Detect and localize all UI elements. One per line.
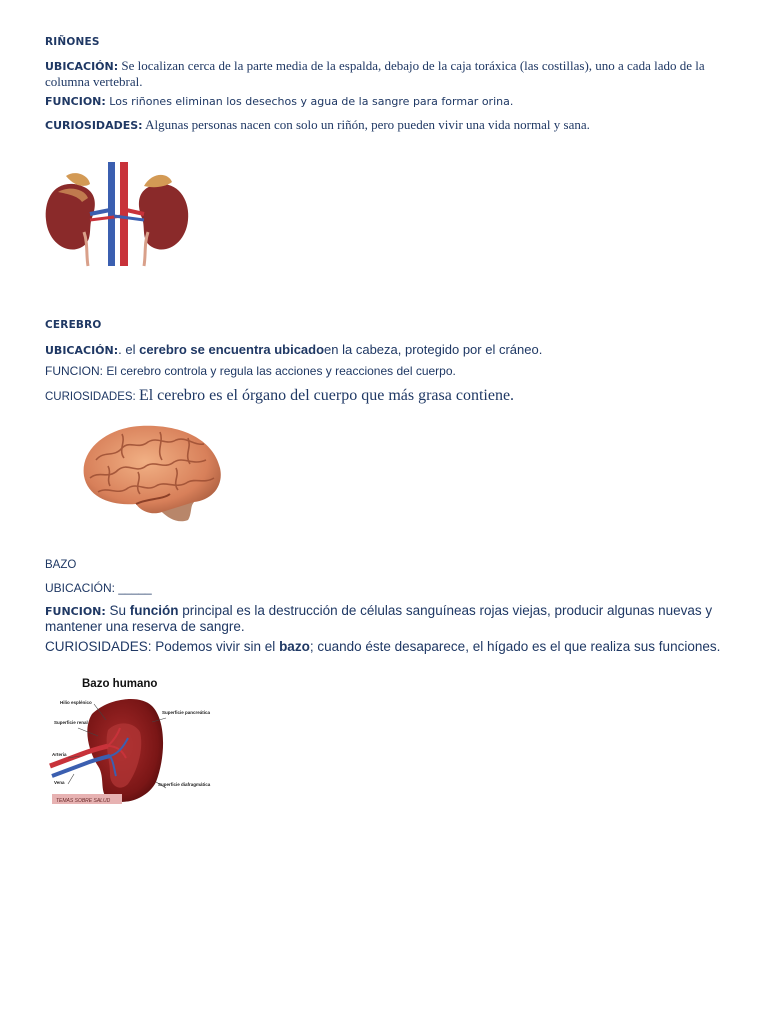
spleen-facts-bold: bazo: [279, 639, 310, 654]
spleen-function-post: principal es la destrucción de células sanguíneas rojas viejas, producir algunas nuevas y mantener una reserva de sangre.: [45, 603, 713, 634]
spleen-diagram-icon: [48, 674, 211, 810]
spleen-label-arteria: Arteria: [52, 752, 67, 757]
kidneys-location-text: Se localizan cerca de la parte media de la espalda, debajo de la caja toráxica (las costillas), uno a cada lado de la columna vertebral.: [45, 58, 705, 89]
spleen-label-vena: Vena: [54, 780, 65, 785]
brain-location-label: UBICACIÓN:: [45, 344, 119, 357]
kidneys-heading: RIÑONES: [45, 36, 100, 48]
brain-facts-text: El cerebro es el órgano del cuerpo que más grasa contiene.: [138, 387, 515, 404]
brain-function: FUNCION: El cerebro controla y regula las acciones y reacciones del cuerpo.: [45, 364, 456, 378]
kidneys-facts-label: CURIOSIDADES:: [45, 119, 143, 132]
brain-illustration-icon: [78, 420, 224, 524]
spleen-label-pancreatica: Superficie pancreática: [162, 710, 211, 715]
kidneys-location: [45, 58, 725, 90]
spleen-facts-post: ; cuando éste desaparece, el hígado es el que realiza sus funciones.: [309, 639, 721, 654]
kidneys-facts: [45, 117, 725, 133]
kidneys-function-text: Los riñones eliminan los desechos y agua de la sangre para formar orina.: [105, 95, 514, 108]
spleen-function: [45, 603, 725, 635]
spleen-label-renal: Superficie renal: [54, 720, 88, 725]
spleen-function-pre: Su: [105, 603, 130, 618]
kidneys-facts-text: Algunas personas nacen con solo un riñón, pero pueden vivir una vida normal y sana.: [142, 117, 590, 132]
kidneys-location-label: UBICACIÓN:: [45, 60, 119, 73]
kidneys-function: [45, 94, 725, 109]
spleen-function-label: FUNCION:: [45, 605, 106, 618]
spleen-function-bold: función: [129, 603, 179, 618]
spleen-facts: [45, 639, 725, 655]
spleen-label-diafragmatica: Superficie diafragmática: [158, 782, 211, 787]
brain-facts-label: CURIOSIDADES:: [45, 391, 139, 403]
brain-facts: [45, 386, 725, 406]
spleen-diagram-title: Bazo humano: [82, 678, 158, 690]
spleen-facts-pre: CURIOSIDADES: Podemos vivir sin el: [45, 639, 280, 654]
brain-location: [45, 342, 725, 358]
spleen-label-hilio: Hilio esplénico: [60, 700, 92, 705]
spleen-watermark: TEMAS SOBRE SALUD: [56, 798, 111, 804]
kidneys-function-label: FUNCION:: [45, 95, 106, 108]
brain-location-pre: . el: [118, 342, 140, 357]
brain-location-post: en la cabeza, protegido por el cráneo.: [324, 342, 543, 357]
spleen-heading: BAZO: [45, 559, 77, 571]
kidneys-illustration-icon: [44, 162, 190, 266]
brain-location-bold: cerebro se encuentra ubicado: [139, 342, 325, 357]
spleen-location: UBICACIÓN: _____: [45, 581, 152, 595]
brain-heading: CEREBRO: [45, 319, 102, 331]
